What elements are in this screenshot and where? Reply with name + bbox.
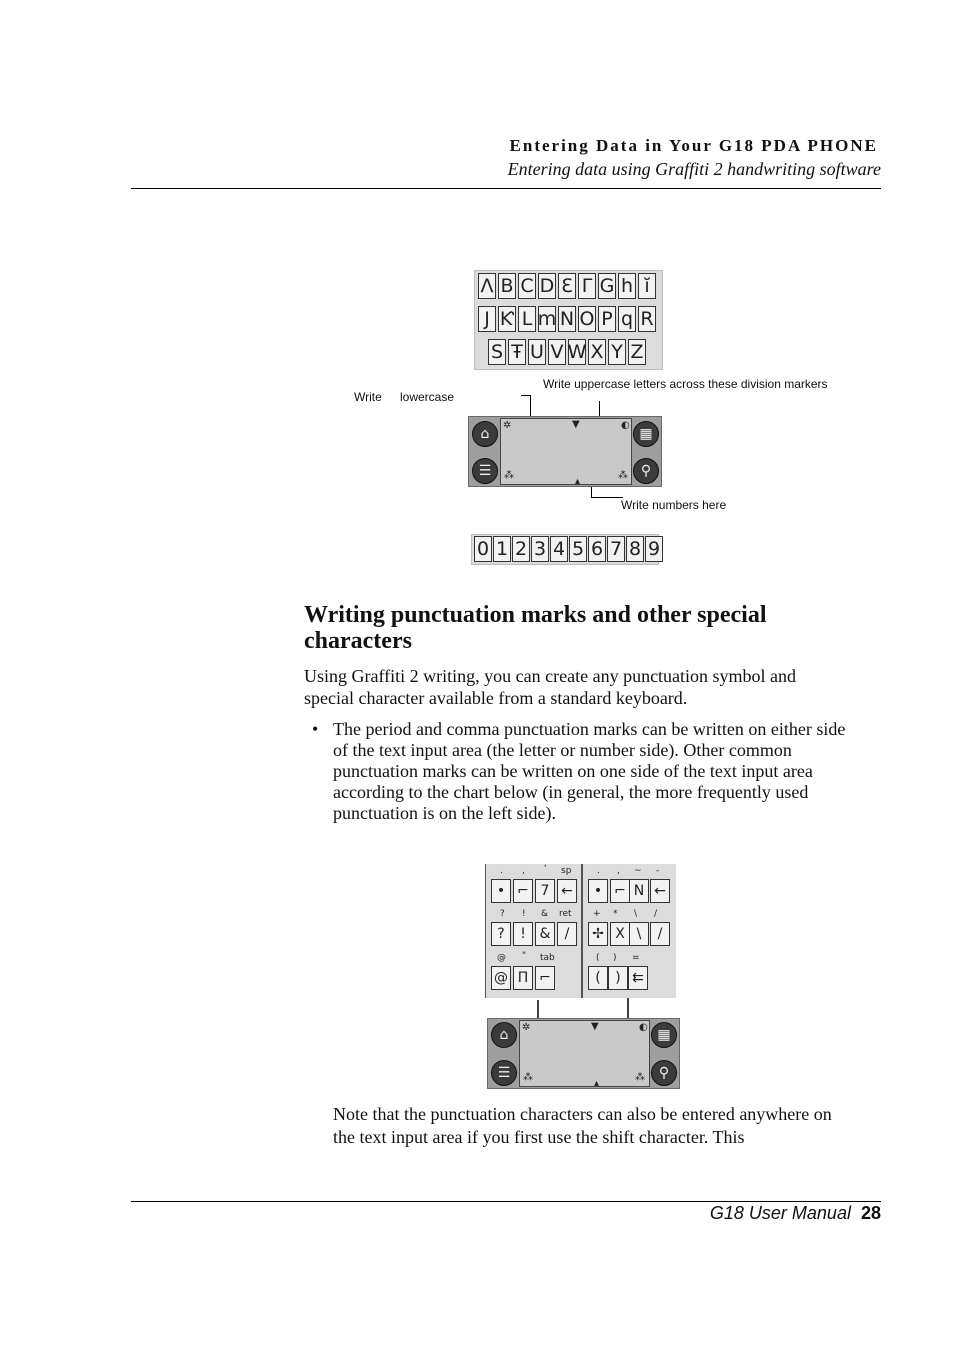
letters-row-1	[478, 273, 656, 299]
punct-glyph: /	[650, 922, 670, 946]
digit-glyph: 3	[531, 536, 549, 562]
division-marker-top-icon: ▼	[591, 1021, 599, 1032]
punct-label: ~	[634, 866, 642, 876]
punct-glyph: •	[491, 879, 511, 903]
punct-label: '	[544, 864, 547, 874]
punct-label: &	[541, 909, 549, 919]
bullet-paragraph: The period and comma punctuation marks can be written on either side of the text input area (the letter or number side). Other common punctuation marks can be written on one side of the text input area according to the chart below (in general, the more frequently used punctuation is on the left side).	[333, 719, 846, 823]
note-paragraph: Note that the punctuation characters can also be entered anywhere on the text input area if you first use the shift character. This	[333, 1104, 832, 1147]
punct-label: )	[613, 953, 617, 963]
abc-mode-icon: ⁂	[523, 1072, 533, 1083]
punct-label: \	[634, 909, 638, 919]
digit-glyph: 0	[474, 536, 492, 562]
intro-paragraph: Using Graffiti 2 writing, you can create any punctuation symbol and special character available from a standard keyboard.	[304, 666, 797, 708]
punct-label: ?	[500, 909, 505, 919]
page-number: 28	[860, 1203, 881, 1223]
graffiti-glyph: Ɛ	[558, 273, 576, 299]
graffiti-glyph: O	[578, 306, 596, 332]
punctuation-chart	[485, 864, 676, 998]
graffiti-input-area-2[interactable]	[487, 1018, 680, 1089]
caption-uppercase: Write uppercase letters across these division markers	[543, 377, 828, 391]
digits-row	[474, 536, 663, 562]
punct-label: ,	[522, 866, 525, 876]
division-marker-bottom-icon: ▴	[594, 1078, 600, 1089]
graffiti-glyph: W	[568, 339, 586, 365]
search-icon[interactable]: ⚲	[651, 1060, 677, 1086]
graffiti-glyph: Z	[628, 339, 646, 365]
graffiti-glyph: ĭ	[638, 273, 656, 299]
graffiti-glyph: D	[538, 273, 556, 299]
leader-line	[591, 497, 623, 498]
graffiti-glyph: m	[538, 306, 556, 332]
contrast-icon: ◐	[621, 420, 630, 431]
punct-glyph: ←	[557, 879, 577, 903]
graffiti-glyph: P	[598, 306, 616, 332]
graffiti-glyph: J	[478, 306, 496, 332]
division-marker-top-icon: ▼	[572, 419, 580, 430]
punct-label: sp	[561, 866, 572, 876]
section-heading: Writing punctuation marks and other special characters	[304, 602, 767, 654]
caption-lowercase: lowercase	[400, 390, 455, 404]
header-rule	[131, 188, 881, 189]
num-mode-icon: ⁂	[618, 470, 628, 481]
shift-marker-icon: ✲	[522, 1022, 531, 1033]
punct-label: =	[632, 953, 640, 963]
graffiti-glyph: R	[638, 306, 656, 332]
graffiti-glyph: L	[518, 306, 536, 332]
punct-label: *	[613, 909, 618, 919]
running-header-subtitle: Entering data using Graffiti 2 handwriting software	[507, 159, 881, 179]
chart-divider	[581, 864, 583, 998]
punct-glyph: /	[557, 922, 577, 946]
menu-icon[interactable]: ☰	[491, 1060, 517, 1086]
graffiti-glyph: N	[558, 306, 576, 332]
punct-glyph: (	[588, 966, 608, 990]
digit-glyph: 7	[607, 536, 625, 562]
abc-mode-icon: ⁂	[504, 470, 514, 481]
punct-glyph: ⇇	[628, 966, 648, 990]
calculator-icon[interactable]: ▦	[651, 1022, 677, 1048]
letters-row-3	[488, 339, 646, 365]
punct-label: (	[596, 953, 600, 963]
caption-numbers: Write numbers here	[621, 498, 727, 512]
punct-glyph: ⌐	[610, 879, 630, 903]
punct-glyph: X	[610, 922, 630, 946]
punct-label: tab	[540, 953, 555, 963]
shift-marker-icon: ✲	[503, 420, 512, 431]
digit-glyph: 4	[550, 536, 568, 562]
digit-glyph: 8	[626, 536, 644, 562]
punct-glyph: )	[608, 966, 628, 990]
punct-label: -	[656, 866, 660, 876]
digit-glyph: 6	[588, 536, 606, 562]
graffiti-glyph: C	[518, 273, 536, 299]
punct-glyph: ⌐	[513, 879, 533, 903]
punct-label: !	[522, 909, 526, 919]
punct-glyph: ⌐	[535, 966, 555, 990]
punct-glyph: ✢	[588, 922, 608, 946]
running-header-title: Entering Data in Your G18 PDA PHONE	[509, 136, 878, 155]
graffiti-glyph: V	[548, 339, 566, 365]
digit-glyph: 2	[512, 536, 530, 562]
num-mode-icon: ⁂	[635, 1072, 645, 1083]
writing-area[interactable]	[500, 418, 632, 485]
caption-write: Write	[354, 390, 382, 404]
menu-icon[interactable]: ☰	[472, 458, 498, 484]
contrast-icon: ◐	[639, 1022, 648, 1033]
division-marker-bottom-icon: ▴	[575, 476, 581, 487]
search-icon[interactable]: ⚲	[633, 458, 659, 484]
graffiti-glyph: X	[588, 339, 606, 365]
graffiti-glyph: S	[488, 339, 506, 365]
punct-glyph: 7	[535, 879, 555, 903]
digit-glyph: 9	[645, 536, 663, 562]
punct-label: "	[522, 951, 527, 961]
punct-label: +	[593, 909, 601, 919]
graffiti-glyph: Y	[608, 339, 626, 365]
punct-glyph: ←	[650, 879, 670, 903]
punct-glyph: Π	[513, 966, 533, 990]
graffiti-glyph: Λ	[478, 273, 496, 299]
punct-glyph: N	[629, 879, 649, 903]
punct-label: .	[500, 866, 503, 876]
manual-title: G18 User Manual	[709, 1203, 851, 1223]
punct-glyph: ?	[491, 922, 511, 946]
graffiti-input-area[interactable]	[468, 416, 662, 487]
digit-glyph: 1	[493, 536, 511, 562]
calculator-icon[interactable]: ▦	[633, 421, 659, 447]
graffiti-glyph: Ƙ	[498, 306, 516, 332]
letters-row-2	[478, 306, 656, 332]
graffiti-glyph: B	[498, 273, 516, 299]
punct-glyph: &	[535, 922, 555, 946]
punct-glyph: @	[491, 966, 511, 990]
punct-glyph: •	[588, 879, 608, 903]
graffiti-glyph: Γ	[578, 273, 596, 299]
footer	[710, 1203, 881, 1224]
graffiti-glyph: h	[618, 273, 636, 299]
punct-glyph: !	[513, 922, 533, 946]
punct-label: ,	[617, 866, 620, 876]
punct-glyph: \	[629, 922, 649, 946]
home-icon[interactable]: ⌂	[472, 421, 498, 447]
home-icon[interactable]: ⌂	[491, 1022, 517, 1048]
punct-label: /	[654, 909, 658, 919]
digit-glyph: 5	[569, 536, 587, 562]
graffiti-glyph: Ŧ	[508, 339, 526, 365]
graffiti-glyph: U	[528, 339, 546, 365]
graffiti-glyph: G	[598, 273, 616, 299]
writing-area[interactable]	[519, 1020, 650, 1087]
bullet-marker: •	[312, 719, 319, 739]
punct-label: @	[497, 953, 506, 963]
graffiti-glyph: q	[618, 306, 636, 332]
punct-label: ret	[559, 909, 572, 919]
punct-label: .	[597, 866, 600, 876]
footer-rule	[131, 1201, 881, 1202]
